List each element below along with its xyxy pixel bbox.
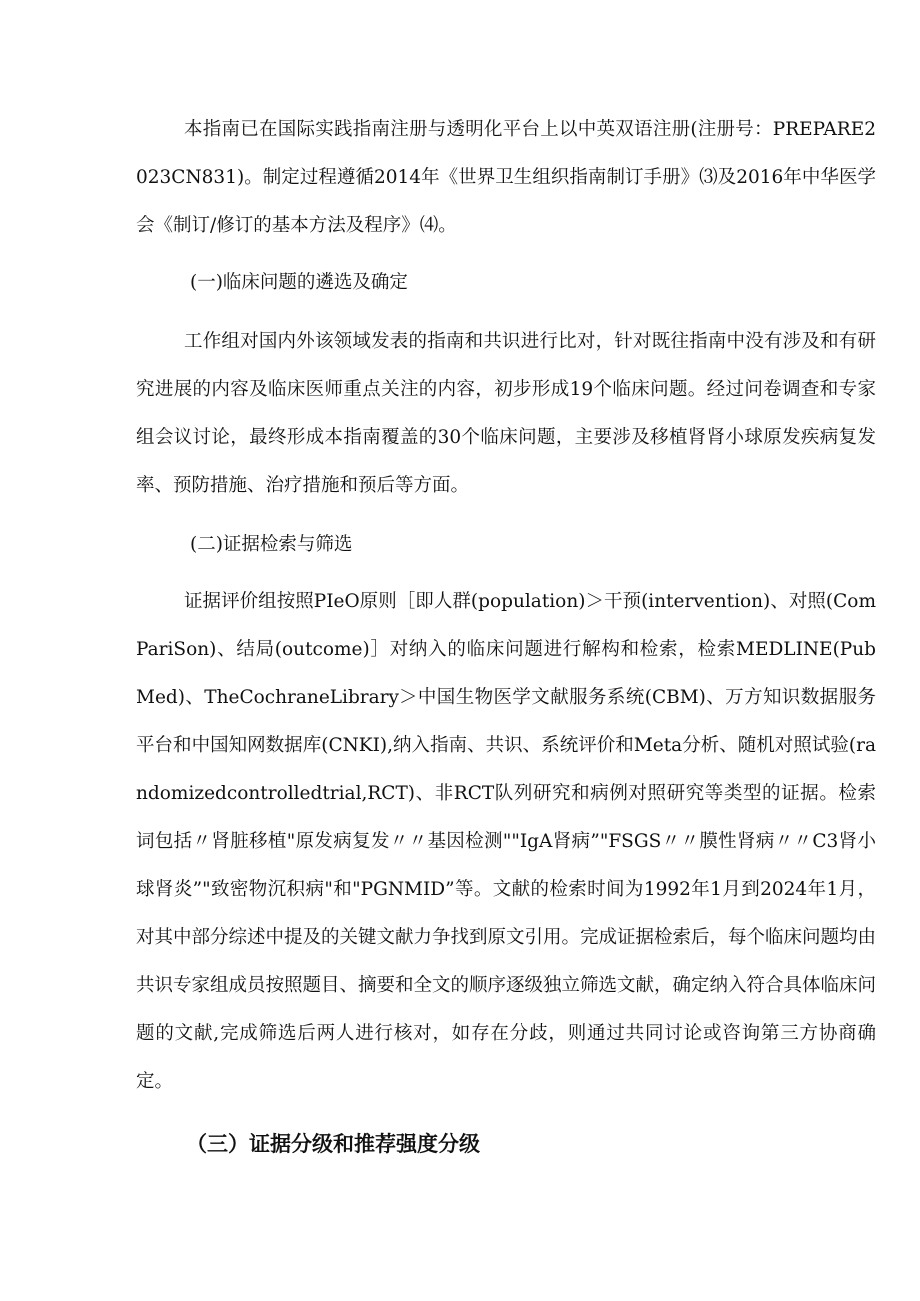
section-heading-3: （三）证据分级和推荐强度分级 bbox=[186, 1132, 480, 1156]
paragraph-registration: 本指南已在国际实践指南注册与透明化平台上以中英双语注册(注册号：PREPARE2023CN831)。制定过程遵循2014年《世界卫生组织指南制订手册》⑶及2016年中华医学会《制订/修订的基本方法及程序》⑷。 bbox=[136, 119, 876, 236]
section-heading-2: (二)证据检索与筛选 bbox=[190, 534, 353, 555]
paragraph-clinical-questions: 工作组对国内外该领域发表的指南和共识进行比对，针对既往指南中没有涉及和有研究进展的内容及临床医师重点关注的内容，初步形成19个临床问题。经过问卷调查和专家组会议讨论，最终形成本指南覆盖的30个临床问题，主要涉及移植肾肾小球原发疾病复发率、预防措施、治疗措施和预后等方面。 bbox=[136, 331, 876, 496]
section-heading-1: (一)临床问题的遴选及确定 bbox=[190, 272, 408, 293]
paragraph-evidence-search: 证据评价组按照PIeO原则［即人群(population)＞干预(intervention)、对照(ComPariSon)、结局(outcome)］对纳入的临床问题进行解构和检索，检索MEDLINE(PubMed)、TheCochraneLibrary＞中国生物医学文献服务系统(CBM)、万方知识数据服务平台和中国知网数据库(CNKI),纳入指南、共识、系统评价和Meta分析、随机对照试验(randomizedcontrolledtrial,RCT)、非RCT队列研究和病例对照研究等类型的证据。检索词包括〃肾脏移植"原发病复发〃〃基因检测""IgA肾病”"FSGS〃〃膜性肾病〃〃C3肾小球肾炎”"致密物沉积病"和"PGNMID”等。文献的检索时间为1992年1月到2024年1月，对其中部分综述中提及的关键文献力争找到原文引用。完成证据检索后，每个临床问题均由共识专家组成员按照题目、摘要和全文的顺序逐级独立筛选文献，确定纳入符合具体临床问题的文献,完成筛选后两人进行核对，如存在分歧，则通过共同讨论或咨询第三方协商确定。 bbox=[136, 591, 877, 1092]
